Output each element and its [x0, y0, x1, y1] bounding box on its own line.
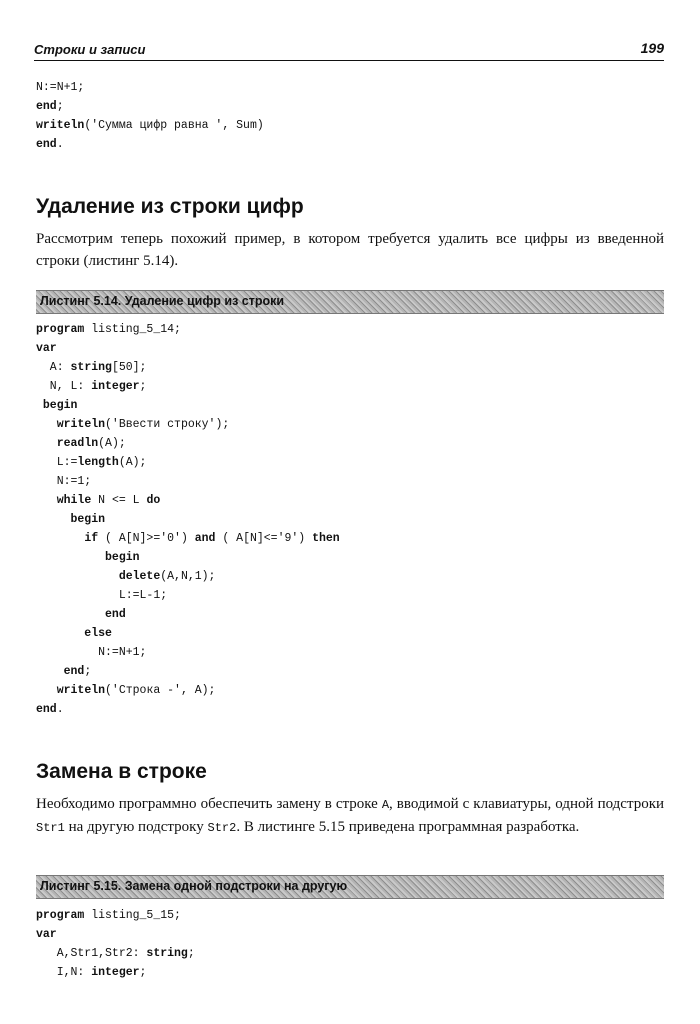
- code-text: N:=N+1;: [36, 81, 85, 94]
- paragraph-text: на другую подстроку: [64, 819, 208, 835]
- code-keyword: length: [77, 456, 119, 469]
- code-line: [36, 700, 340, 719]
- code-text: N, L:: [36, 380, 92, 393]
- code-text: [36, 684, 57, 697]
- code-line: [36, 453, 340, 472]
- code-line: [36, 643, 340, 662]
- code-line: [36, 320, 340, 339]
- code-line: [36, 624, 340, 643]
- code-line: [36, 358, 340, 377]
- code-text: ;: [84, 665, 92, 678]
- code-keyword: while: [56, 494, 92, 507]
- code-keyword: then: [312, 532, 340, 545]
- code-keyword: end: [36, 608, 126, 621]
- code-text: ('Ввести строку');: [105, 418, 230, 431]
- listing-caption-bar-5-15: [36, 875, 664, 899]
- code-keyword: delete: [118, 570, 161, 583]
- code-keyword: do: [146, 494, 161, 507]
- code-text: listing_5_15;: [84, 909, 181, 922]
- code-keyword: writeln: [56, 684, 106, 697]
- code-keyword: string: [70, 361, 112, 374]
- code-text: (A);: [118, 456, 147, 469]
- code-keyword: var: [36, 928, 57, 941]
- code-text: (A);: [98, 437, 126, 450]
- code-text: .: [56, 138, 64, 151]
- code-keyword: program: [36, 323, 85, 336]
- code-text: N:=N+1;: [36, 646, 147, 659]
- code-text: ;: [139, 966, 147, 979]
- listing-5-15-code: [36, 906, 195, 982]
- code-keyword: var: [36, 342, 57, 355]
- code-line: [36, 434, 340, 453]
- code-keyword: begin: [36, 399, 78, 412]
- code-text: ('Сумма цифр равна ', Sum): [84, 119, 264, 132]
- code-line: [36, 135, 264, 154]
- listing-5-14-code: [36, 320, 340, 719]
- code-text: ;: [56, 100, 64, 113]
- code-text: L:=: [36, 456, 78, 469]
- code-keyword: readln: [56, 437, 99, 450]
- code-text: listing_5_14;: [84, 323, 181, 336]
- code-line: [36, 925, 195, 944]
- code-text: [36, 418, 57, 431]
- code-line: [36, 491, 340, 510]
- running-title: Строки и записи: [34, 42, 146, 57]
- code-text: [36, 532, 84, 545]
- code-line: [36, 944, 195, 963]
- code-text: I,N:: [36, 966, 92, 979]
- code-keyword: end: [36, 138, 57, 151]
- code-text: L:=L-1;: [36, 589, 168, 602]
- paragraph-text: . В листинге 5.15 приведена программная разработка.: [236, 819, 580, 835]
- listing-caption-bar-5-14: [36, 290, 664, 314]
- code-text: N <= L: [91, 494, 147, 507]
- code-text: [36, 570, 119, 583]
- code-line: [36, 472, 340, 491]
- code-line: [36, 97, 264, 116]
- code-text: N:=1;: [36, 475, 92, 488]
- inline-code: Str1: [36, 821, 65, 835]
- code-line: [36, 906, 195, 925]
- listing-caption-5-14: Листинг 5.14. Удаление цифр из строки: [40, 294, 285, 308]
- code-line: [36, 605, 340, 624]
- code-keyword: else: [36, 627, 112, 640]
- code-keyword: writeln: [36, 119, 85, 132]
- code-keyword: program: [36, 909, 85, 922]
- code-line: [36, 567, 340, 586]
- section-heading-replace: Замена в строке: [36, 760, 207, 783]
- code-text: .: [56, 703, 64, 716]
- code-keyword: integer: [91, 966, 140, 979]
- code-line: [36, 548, 340, 567]
- inline-code: A: [381, 798, 390, 812]
- code-keyword: end: [36, 665, 85, 678]
- section-heading-remove-digits: Удаление из строки цифр: [36, 195, 304, 218]
- paragraph-text: Необходимо программно обеспечить замену в строке: [36, 796, 382, 812]
- code-text: (A,N,1);: [160, 570, 216, 583]
- code-keyword: begin: [36, 551, 140, 564]
- code-keyword: if: [84, 532, 99, 545]
- code-text: ('Строка -', A);: [105, 684, 216, 697]
- code-keyword: end: [36, 703, 57, 716]
- code-text: A:: [36, 361, 71, 374]
- section-paragraph-replace: [36, 793, 664, 839]
- page-header: [34, 38, 664, 61]
- code-text: ( A[N]<='9'): [215, 532, 313, 545]
- code-line: [36, 510, 340, 529]
- code-text: ;: [187, 947, 195, 960]
- code-line: [36, 963, 195, 982]
- code-line: [36, 396, 340, 415]
- code-keyword: integer: [91, 380, 140, 393]
- code-text: [36, 437, 57, 450]
- code-line: [36, 377, 340, 396]
- section-paragraph-remove-digits: Рассмотрим теперь похожий пример, в котором требуется удалить все цифры из введенной строки (листинг 5.14).: [36, 231, 664, 269]
- code-line: [36, 116, 264, 135]
- code-line: [36, 339, 340, 358]
- code-keyword: begin: [36, 513, 106, 526]
- listing-caption-5-15: Листинг 5.15. Замена одной подстроки на другую: [40, 879, 348, 893]
- paragraph-text: , вводимой с клавиатуры, одной подстроки: [389, 796, 665, 812]
- code-line: [36, 662, 340, 681]
- page-number: 199: [640, 40, 664, 56]
- code-text: A,Str1,Str2:: [36, 947, 147, 960]
- inline-code: Str2: [207, 821, 237, 835]
- code-line: [36, 415, 340, 434]
- code-line: [36, 529, 340, 548]
- code-keyword: and: [194, 532, 216, 545]
- code-keyword: end: [36, 100, 57, 113]
- code-text: ;: [139, 380, 147, 393]
- code-line: [36, 78, 264, 97]
- code-line: [36, 586, 340, 605]
- code-text: ( A[N]>='0'): [98, 532, 195, 545]
- code-keyword: string: [146, 947, 188, 960]
- code-line: [36, 681, 340, 700]
- code-keyword: writeln: [56, 418, 106, 431]
- code-text: [50];: [111, 361, 147, 374]
- top-code-block: [36, 78, 264, 154]
- code-text: [36, 494, 57, 507]
